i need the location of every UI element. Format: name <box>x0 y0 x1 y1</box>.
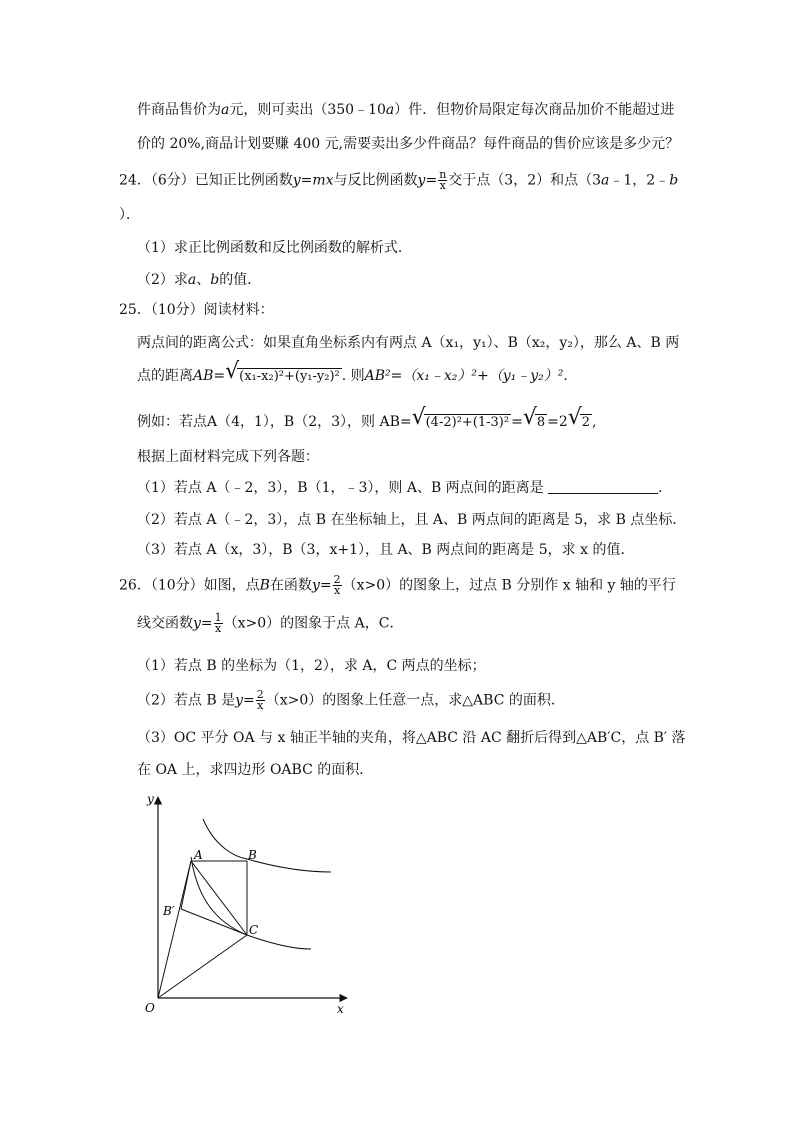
q26-fraction <box>333 575 342 596</box>
frac-denominator: x <box>257 699 264 712</box>
q26-formula: y= <box>193 615 213 632</box>
q25-s3: （3）若点 A（x，3），B（3，x+1），且 A、B 两点间的距离是 5，求 x 的值． <box>137 542 635 558</box>
q25-text: 点的距离 <box>137 368 193 384</box>
q24-close: ）． <box>119 207 140 223</box>
q26-text: （x>0）的图象上任意一点，求△ABC 的面积． <box>265 692 565 709</box>
sqrt-expression <box>523 413 547 433</box>
frac-numerator: n <box>439 168 447 181</box>
q24-number: 24．（6分）已知正比例函数 <box>119 172 293 189</box>
q24-stem <box>119 170 678 191</box>
var-a: a <box>601 172 610 189</box>
q26-formula: y= <box>235 692 255 709</box>
q25-text: =2 <box>547 414 568 430</box>
q25-s2: （2）若点 A（﹣2，3），点 B 在坐标轴上，且 A、B 两点间的距离是 5，求 B 点坐标． <box>137 512 687 528</box>
q26-text: 在函数 <box>269 577 312 594</box>
sqrt-expression <box>568 413 592 433</box>
q25-text: A（4，1），B（2，3），则 AB= <box>207 414 412 430</box>
q26-number: 26．（10分）如图，点 <box>119 577 260 594</box>
var-b: b <box>210 272 220 288</box>
q26-fraction <box>256 690 265 711</box>
var-b: B <box>259 577 270 594</box>
q24-formula2: y= <box>417 172 438 189</box>
q25-s1 <box>137 478 672 498</box>
frac-numerator: 1 <box>214 611 222 624</box>
radicand: 2 <box>581 415 591 430</box>
label-c: C <box>249 923 259 937</box>
q25-example <box>137 412 596 433</box>
q23-text: ）件．但物价局限定每次商品加价不能超过进 <box>394 102 675 118</box>
q25-p1: 两点间的距离公式：如果直角坐标系内有两点 A（x₁，y₁）、B（x₂，y₂），那么 A、B 两 <box>137 335 680 351</box>
q26-text: （x>0）的图象上，过点 B 分别作 x 轴和 y 轴的平行 <box>342 577 676 594</box>
var-a: a <box>221 102 230 118</box>
frac-numerator: 2 <box>256 688 264 701</box>
q25-number: 25．（10分）阅读材料： <box>119 302 274 318</box>
q26-text: （2）若点 B 是 <box>137 692 236 709</box>
var-a: a <box>187 272 197 288</box>
q24-formula1: y=mx <box>292 172 334 189</box>
frac-denominator: x <box>215 622 222 635</box>
frac-denominator: x <box>333 584 341 597</box>
q24-sub2 <box>137 270 261 290</box>
q24-fraction <box>438 170 447 191</box>
q24-text: ﹣1，2﹣ <box>609 172 670 189</box>
q24-text: 、 <box>196 272 211 288</box>
q25-p3: 根据上面材料完成下列各题： <box>137 449 319 465</box>
label-y: y <box>147 792 154 806</box>
radicand: 8 <box>536 415 546 430</box>
q26-s3a: （3）OC 平分 OA 与 x 轴正半轴的夹角，将△ABC 沿 AC 翻折后得到△AB′C，点 B′ 落 <box>137 730 686 746</box>
q25-text: = <box>511 414 523 430</box>
label-b-prime: B′ <box>163 904 175 918</box>
q26-s1: （1）若点 B 的坐标为（1，2），求 A，C 两点的坐标； <box>137 658 486 674</box>
q24-text: 交于点（3，2）和点（3 <box>448 172 602 189</box>
q26-figure <box>135 787 375 1027</box>
q26-line2 <box>137 613 403 634</box>
q25-text: . 则 <box>341 368 365 384</box>
q25-formula: AB²=（x₁﹣x₂）²+（y₁﹣y₂）². <box>364 368 568 384</box>
radicand: (4-2)²+(1-3)² <box>425 415 510 430</box>
sqrt-expression <box>225 367 342 387</box>
q25-p2 <box>137 366 568 387</box>
segment-ab-prime <box>181 861 191 909</box>
frac-numerator: 2 <box>333 573 341 586</box>
label-x: x <box>337 1002 344 1016</box>
q23-text: 元，则可卖出（350﹣10 <box>229 102 386 118</box>
segment-oa <box>158 861 191 998</box>
var-a: a <box>385 102 395 118</box>
label-b: B <box>248 848 257 862</box>
q23-line2: 价的 20%,商品计划要赚 400 元,需要卖出多少件商品？每件商品的售价应该是多少元？ <box>137 136 680 152</box>
curve-y-2-over-x <box>203 819 331 872</box>
sqrt-expression <box>412 413 511 433</box>
label-a: A <box>194 848 203 862</box>
answer-blank <box>548 480 658 494</box>
q25-formula: AB= <box>193 368 226 384</box>
q26-stem <box>119 575 676 596</box>
q23-line1 <box>137 100 674 120</box>
q26-text: 线交函数 <box>137 615 193 632</box>
q23-text: 件商品售价为 <box>137 102 221 118</box>
q26-fraction <box>214 613 223 634</box>
q26-formula: y= <box>311 577 332 594</box>
q26-text: （x>0）的图象于点 A，C． <box>223 615 404 632</box>
frac-denominator: x <box>439 179 446 192</box>
q24-sub1: （1）求正比例函数和反比例函数的解析式． <box>137 240 412 256</box>
q24-text: 与反比例函数 <box>333 172 418 189</box>
var-b: b <box>669 172 679 189</box>
q25-text: 例如：若点 <box>137 414 207 430</box>
q24-text: 的值． <box>219 272 262 288</box>
q25-text: , <box>592 414 597 430</box>
q24-text: （2）求 <box>137 272 188 288</box>
q25-text: ． <box>658 480 673 496</box>
radicand: (x₁-x₂)²+(y₁-y₂)² <box>239 369 340 384</box>
q26-s3b: 在 OA 上，求四边形 OABC 的面积． <box>137 762 374 778</box>
q26-s2 <box>137 690 565 711</box>
label-o: O <box>145 1001 155 1015</box>
q25-text: （1）若点 A（﹣2，3），B（1，﹣3），则 A、B 两点间的距离是 <box>137 480 544 496</box>
